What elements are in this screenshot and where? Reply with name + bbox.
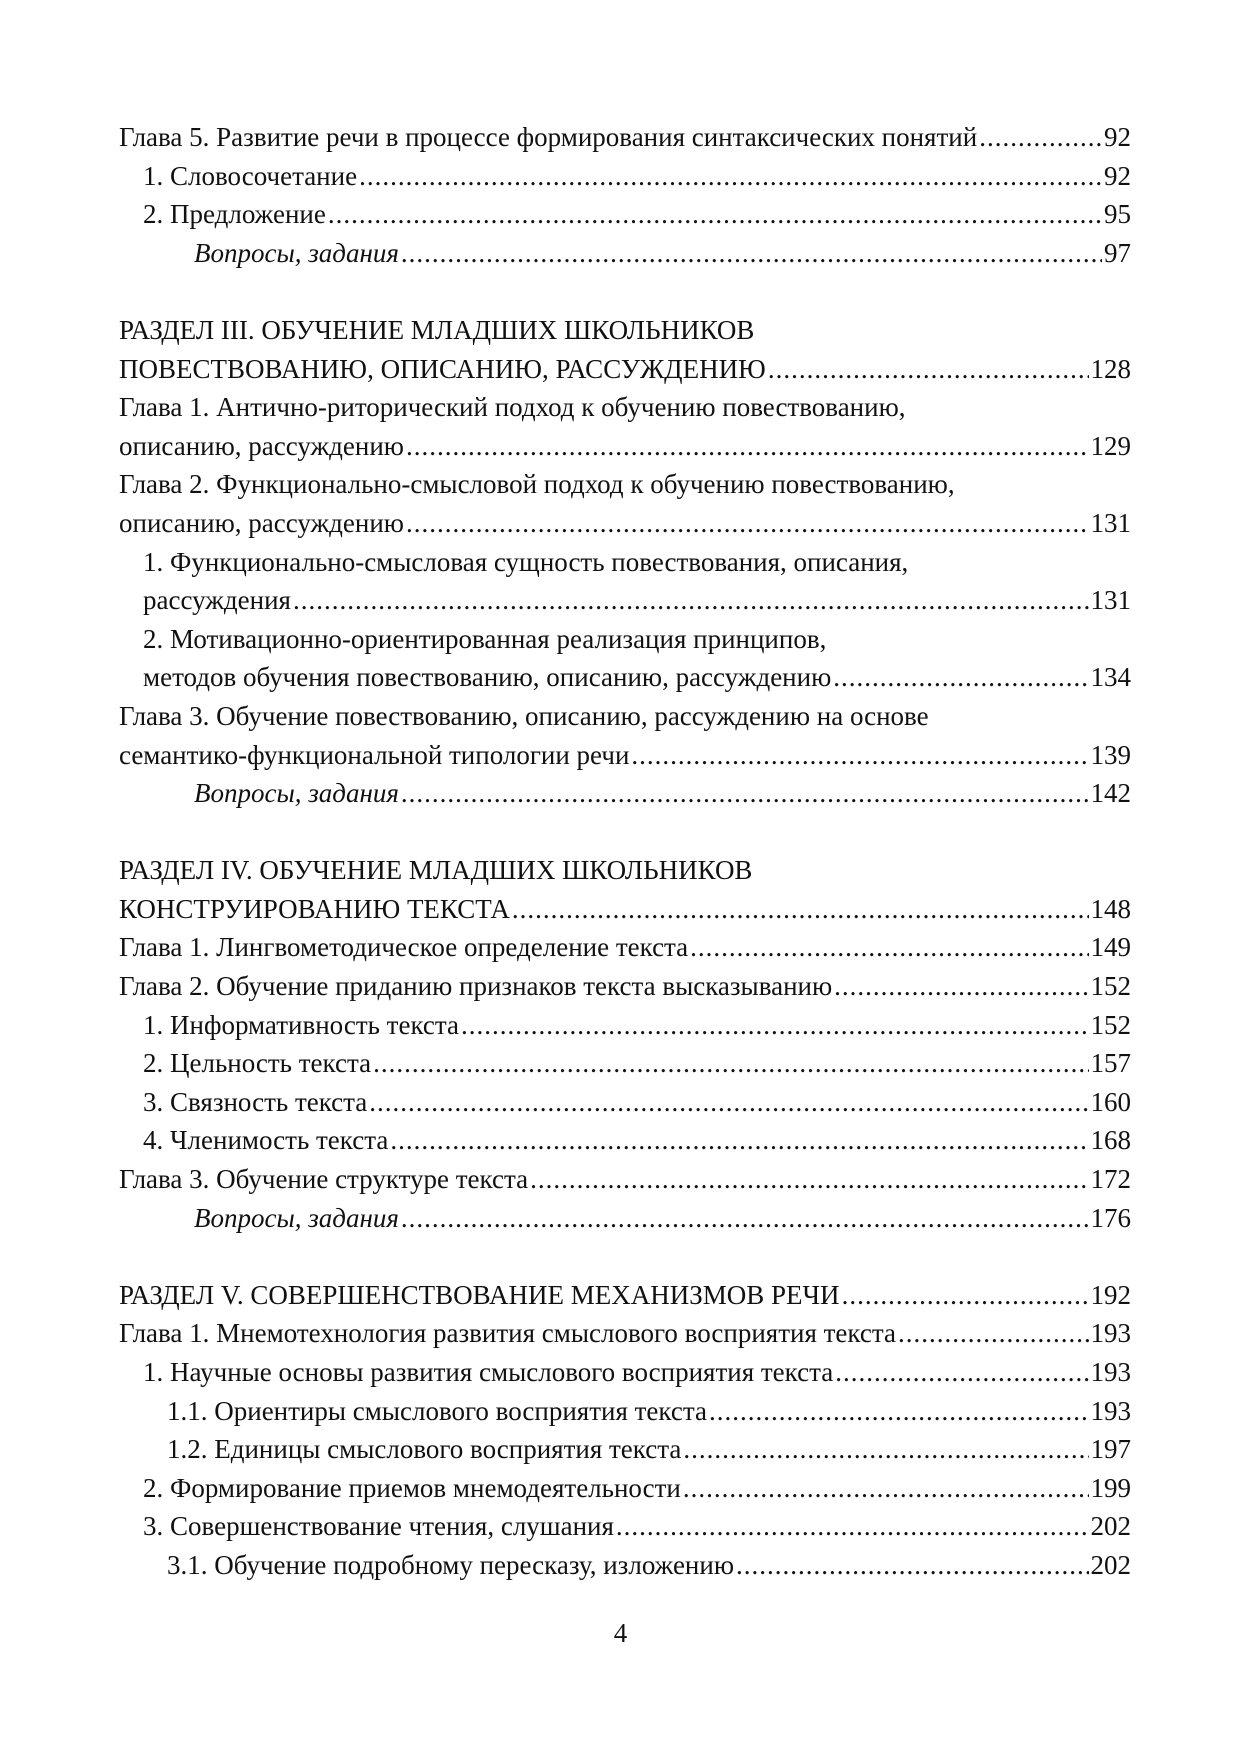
toc-entry-title: Вопросы, задания [194,237,399,268]
toc-entry-title: 3.1. Обучение подробному пересказу, изложению [167,1549,734,1580]
toc-entry-title: 4. Членимость текста [143,1125,389,1156]
toc-leader-dots [898,1314,1089,1353]
toc-entry-title: рассуждения [143,585,291,616]
toc-s4-chapter-3[interactable] [119,1160,1131,1199]
toc-s3-chapter-3[interactable] [119,736,1131,775]
toc-entry-title: 1.1. Ориентиры смыслового восприятия текста [167,1395,707,1426]
toc-entry-page: 172 [1090,1164,1131,1195]
toc-entry-page: 197 [1090,1434,1131,1465]
toc-entry-page: 139 [1090,739,1131,770]
toc-entry-title: 3. Связность текста [143,1086,368,1117]
toc-leader-dots [406,427,1089,466]
toc-entry-title: 1. Информативность текста [143,1009,460,1040]
toc-entry-title: Глава 5. Развитие речи в процессе формирования синтаксических понятий [119,122,978,152]
toc-entry-page: 142 [1090,778,1131,809]
section-gap [119,813,1131,852]
toc-s3-chapter-1[interactable] [119,427,1131,466]
toc-entry-page: 192 [1090,1279,1131,1310]
toc-s5-chapter-1[interactable] [119,1314,1131,1353]
toc-section-5[interactable] [119,1276,1131,1315]
toc-entry-title: 2. Цельность текста [143,1048,372,1079]
toc-entry-page: 129 [1090,430,1131,461]
toc-leader-dots [979,118,1102,157]
toc-entry-page: 152 [1090,971,1131,1002]
toc-entry-page: 92 [1104,160,1131,191]
toc-leader-dots [842,1276,1089,1315]
toc-leader-dots [390,1121,1088,1160]
toc-entry-5-1[interactable] [119,157,1131,196]
toc-entry-title: Глава 3. Обучение повествованию, описанию, рассуждению на основе [119,700,929,731]
toc-leader-dots [833,658,1088,697]
toc-entry-page: 95 [1104,199,1131,230]
toc-entry-title: 2. Мотивационно-ориентированная реализация принципов, [143,623,827,654]
toc-section-4[interactable] [119,890,1131,929]
toc-entry-page: 134 [1090,662,1131,693]
toc-entry-title: описанию, рассуждению [119,430,404,461]
toc-s5-1-3[interactable] [119,1507,1131,1546]
toc-leader-dots [835,1353,1088,1392]
toc-s3-2-2[interactable] [119,658,1131,697]
table-of-contents [119,118,1131,1585]
toc-entry-page: 168 [1090,1125,1131,1156]
toc-s5-1-3-1[interactable] [119,1546,1131,1585]
toc-leader-dots [401,234,1102,273]
toc-leader-dots [530,1160,1088,1199]
section-gap [119,1237,1131,1276]
toc-section-4-line-1 [119,851,1131,890]
toc-s3-2-2-line-1 [119,620,1131,659]
toc-entry-title: 2. Формирование приемов мнемодеятельности [143,1472,681,1503]
toc-section-3-line-1 [119,311,1131,350]
toc-entry-page: 128 [1090,353,1131,384]
toc-s3-chapter-1-line-1 [119,388,1131,427]
toc-entry-title: Глава 3. Обучение структуре текста [119,1164,529,1195]
toc-entry-page: 160 [1090,1086,1131,1117]
toc-entry-title: 1. Функционально-смысловая сущность повествования, описания, [143,546,909,577]
toc-s3-2-1-line-1 [119,543,1131,582]
toc-section-title: РАЗДЕЛ IV. ОБУЧЕНИЕ МЛАДШИХ ШКОЛЬНИКОВ [119,855,753,886]
toc-s4-chapter-2[interactable] [119,967,1131,1006]
toc-leader-dots [834,967,1088,1006]
page-number: 4 [613,1618,628,1648]
toc-entry-page: 92 [1104,122,1131,152]
toc-leader-dots [512,890,1089,929]
toc-entry-title: 1. Научные основы развития смыслового восприятия текста [143,1357,834,1387]
toc-leader-dots [328,195,1102,234]
toc-entry-page: 157 [1090,1048,1131,1079]
toc-s4-questions[interactable] [119,1199,1131,1238]
toc-leader-dots [293,581,1089,620]
toc-entry-page: 152 [1090,1009,1131,1040]
toc-s4-chapter-1[interactable] [119,928,1131,967]
toc-leader-dots [359,157,1102,196]
toc-entry-5-questions[interactable] [119,234,1131,273]
toc-leader-dots [683,1469,1089,1508]
toc-leader-dots [401,1199,1089,1238]
toc-leader-dots [373,1044,1088,1083]
toc-s5-1-2[interactable] [119,1469,1131,1508]
toc-entry-page: 176 [1090,1202,1131,1233]
toc-entry-title: 3. Совершенствование чтения, слушания [143,1511,614,1542]
toc-entry-page: 193 [1090,1318,1131,1349]
toc-s4-2-2[interactable] [119,1044,1131,1083]
toc-s3-chapter-3-line-1 [119,697,1131,736]
toc-leader-dots [736,1546,1089,1585]
toc-s5-1-1-1[interactable] [119,1392,1131,1431]
toc-leader-dots [401,774,1089,813]
toc-entry-title: семантико-функциональной типологии речи [119,739,630,770]
toc-leader-dots [369,1083,1088,1122]
toc-entry-title: описанию, рассуждению [119,507,404,538]
toc-s3-chapter-2-line-1 [119,465,1131,504]
toc-leader-dots [709,1392,1089,1431]
toc-section-title: РАЗДЕЛ III. ОБУЧЕНИЕ МЛАДШИХ ШКОЛЬНИКОВ [119,314,755,345]
toc-entry-title: Глава 2. Функционально-смысловой подход к обучению повествованию, [119,469,955,500]
toc-entry-title: Глава 1. Лингвометодическое определение текста [119,932,689,963]
toc-entry-page: 193 [1090,1357,1131,1387]
toc-leader-dots [406,504,1089,543]
toc-entry-title: ПОВЕСТВОВАНИЮ, ОПИСАНИЮ, РАССУЖДЕНИЮ [119,353,766,384]
toc-leader-dots [461,1006,1088,1045]
toc-s4-2-1[interactable] [119,1006,1131,1045]
toc-entry-page: 131 [1090,507,1131,538]
section-gap [119,272,1131,311]
toc-leader-dots [631,736,1088,775]
toc-entry-title: Глава 1. Антично-риторический подход к обучению повествованию, [119,392,906,423]
toc-entry-title: 1.2. Единицы смыслового восприятия текста [167,1434,682,1465]
toc-entry-page: 202 [1090,1511,1131,1542]
toc-s3-2-1[interactable] [119,581,1131,620]
toc-entry-title: КОНСТРУИРОВАНИЮ ТЕКСТА [119,893,510,924]
toc-entry-page: 202 [1090,1549,1131,1580]
toc-s5-1-1[interactable] [119,1353,1131,1392]
toc-entry-chapter-5[interactable] [119,118,1131,157]
toc-entry-page: 131 [1090,585,1131,616]
toc-entry-title: 1. Словосочетание [143,160,358,191]
toc-entry-page: 199 [1090,1472,1131,1503]
toc-leader-dots [683,1430,1088,1469]
toc-entry-page: 97 [1104,237,1131,268]
toc-entry-title: Вопросы, задания [194,778,399,809]
toc-s3-chapter-2[interactable] [119,504,1131,543]
toc-leader-dots [768,350,1089,389]
toc-leader-dots [690,928,1088,967]
toc-entry-title: РАЗДЕЛ V. СОВЕРШЕНСТВОВАНИЕ МЕХАНИЗМОВ РЕЧИ [119,1279,840,1310]
toc-s4-2-3[interactable] [119,1083,1131,1122]
toc-entry-title: Глава 2. Обучение приданию признаков текста высказыванию [119,971,833,1002]
toc-entry-page: 193 [1090,1395,1131,1426]
toc-entry-page: 148 [1090,893,1131,924]
toc-entry-title: методов обучения повествованию, описанию, рассуждению [143,662,832,693]
toc-s4-2-4[interactable] [119,1121,1131,1160]
toc-s5-1-1-2[interactable] [119,1430,1131,1469]
toc-entry-5-2[interactable] [119,195,1131,234]
toc-s3-questions[interactable] [119,774,1131,813]
toc-entry-title: Глава 1. Мнемотехнология развития смыслового восприятия текста [119,1318,896,1349]
toc-entry-page: 149 [1090,932,1131,963]
toc-entry-title: 2. Предложение [143,199,326,230]
toc-entry-title: Вопросы, задания [194,1202,399,1233]
toc-section-3[interactable] [119,350,1131,389]
toc-leader-dots [616,1507,1089,1546]
